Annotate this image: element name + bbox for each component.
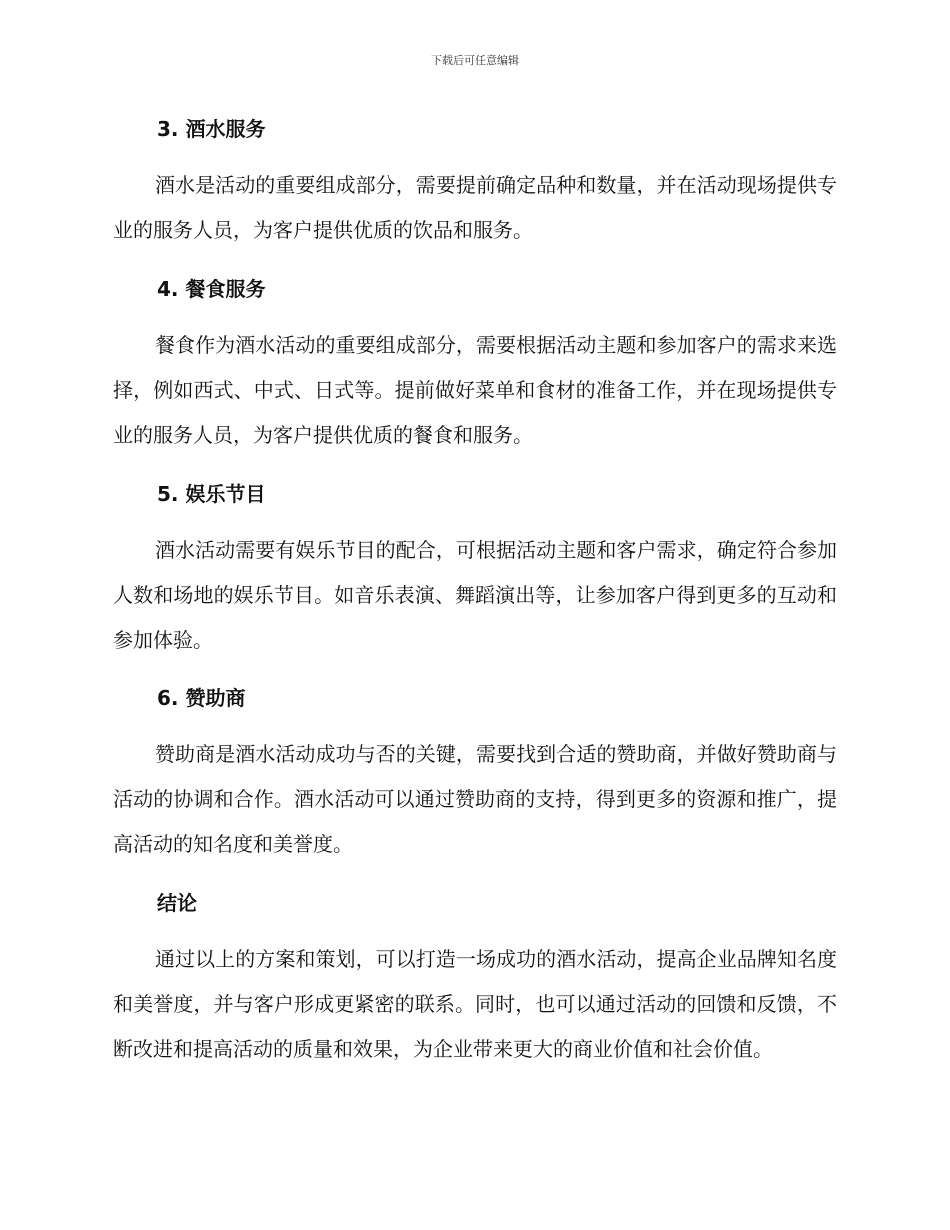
section-heading-entertainment: 5. 娱乐节目 — [157, 482, 266, 506]
section-paragraph-entertainment: 酒水活动需要有娱乐节目的配合，可根据活动主题和客户需求，确定符合参加人数和场地的娱乐节目。如音乐表演、舞蹈演出等，让参加客户得到更多的互动和参加体验。 — [113, 538, 837, 652]
section-heading-conclusion: 结论 — [157, 891, 197, 915]
header-note: 下载后可任意编辑 — [431, 54, 519, 67]
section-paragraph-conclusion: 通过以上的方案和策划，可以打造一场成功的酒水活动，提高企业品牌知名度和美誉度，并与客户形成更紧密的联系。同时，也可以通过活动的回馈和反馈，不断改进和提高活动的质量和效果，为企业带来更大的商业价值和社会价值。 — [113, 947, 837, 1061]
section-paragraph-sponsors: 赞助商是酒水活动成功与否的关键，需要找到合适的赞助商，并做好赞助商与活动的协调和合作。酒水活动可以通过赞助商的支持，得到更多的资源和推广，提高活动的知名度和美誉度。 — [113, 742, 837, 856]
section-heading-sponsors: 6. 赞助商 — [157, 686, 246, 710]
section-heading-drinks-service: 3. 酒水服务 — [157, 117, 266, 141]
section-paragraph-drinks-service: 酒水是活动的重要组成部分，需要提前确定品种和数量，并在活动现场提供专业的服务人员，为客户提供优质的饮品和服务。 — [113, 173, 837, 242]
section-paragraph-catering-service: 餐食作为酒水活动的重要组成部分，需要根据活动主题和参加客户的需求来选择，例如西式、中式、日式等。提前做好菜单和食材的准备工作，并在现场提供专业的服务人员，为客户提供优质的餐食和服务。 — [113, 333, 837, 447]
section-heading-catering-service: 4. 餐食服务 — [157, 277, 266, 301]
